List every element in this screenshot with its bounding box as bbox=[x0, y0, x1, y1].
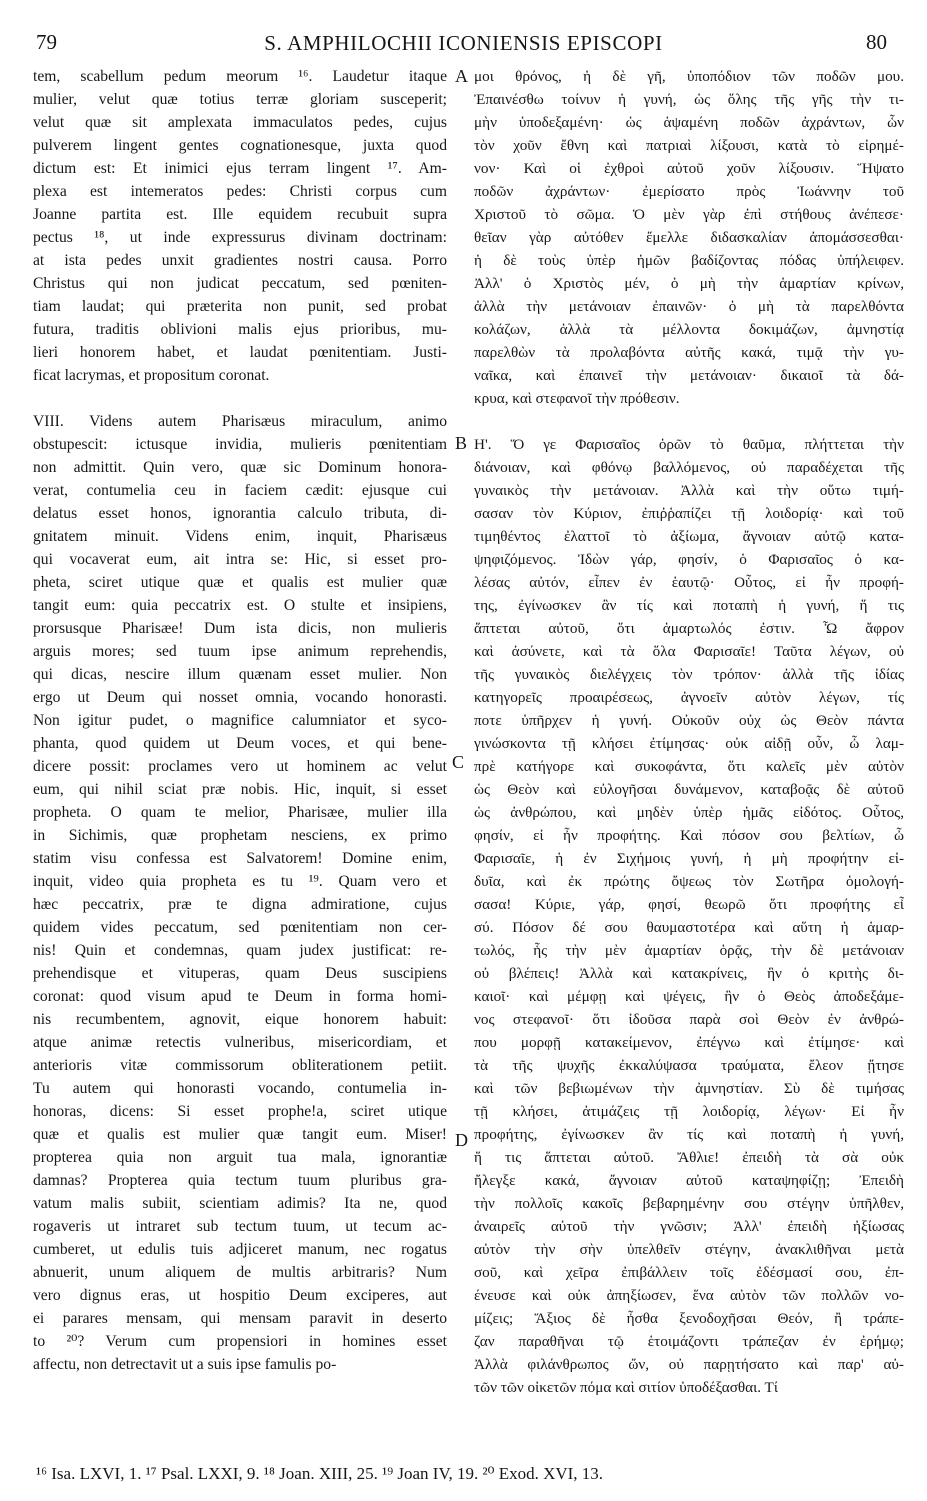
latin-text-line: velut quæ sit amplexata immaculatos pedes, cujus bbox=[33, 114, 447, 131]
greek-text-line: ὡς Θεὸν καὶ εὐλογῆσαι δυνάμενον, καταβοᾷς δὲ αὐτοῦ bbox=[474, 781, 904, 798]
greek-text-line: Ἀλλὰ φιλάνθρωπος ὤν, οὐ παρῃτήσατο καὶ παρ' αὐ- bbox=[474, 1356, 904, 1373]
latin-text-line: ei parares mensam, qui mensam paravit in deserto bbox=[33, 1310, 447, 1327]
latin-column bbox=[33, 65, 447, 1455]
greek-text-line: κολάζων, ἀλλὰ τὰ μέλλοντα δοκιμάζων, ἀμνηστίᾳ bbox=[474, 321, 904, 338]
latin-text-line: lieri honorem habet, et laudat pœnitentiam. Justi- bbox=[33, 344, 447, 361]
greek-text-line: ναῖκα, καὶ ἐπαινεῖ τὴν μετάνοιαν· δικαιοῖ τὰ δά- bbox=[474, 367, 904, 384]
greek-text-line: μὴν ὑποδεξαμένη· ὡς ἁψαμένη ποδῶν ἀχράντων, ὧν bbox=[474, 114, 904, 131]
latin-text-line: statim visu confessa est Salvatorem! Domine enim, bbox=[33, 850, 447, 867]
greek-text-line: ἡ δὲ τοὺς ὑπὲρ ἡμῶν βαδίζοντας πόδας ὑπήλειφεν. bbox=[474, 252, 904, 269]
latin-text-line: affectu, non detrectavit ut a suis ipse famulis po- bbox=[33, 1356, 337, 1373]
greek-column bbox=[474, 65, 904, 1455]
greek-paragraph-gap bbox=[474, 410, 904, 433]
latin-text-line: pulverem lingent gentes cognationesque, juxta quod bbox=[33, 137, 447, 154]
latin-text-line: rogaveris ut intraret sub tectum tuum, ut tecum ac- bbox=[33, 1218, 447, 1235]
page-number-right: 80 bbox=[866, 30, 887, 54]
greek-text-line: τῇ κλήσει, ἀτιμάζεις τῇ λοιδορίᾳ, λέγων· Εἰ ἦν bbox=[474, 1103, 904, 1120]
latin-text-line: propheta. O quam te melior, Pharisæe, mulier illa bbox=[33, 804, 447, 821]
latin-text-line: gnitatem minuit. Videns enim, inquit, Pharisæus bbox=[33, 528, 447, 545]
greek-text-line: ψηφιζόμενος. Ἰδὼν γάρ, φησίν, ὁ Φαρισαῖος ὁ κα- bbox=[474, 551, 904, 568]
latin-text-line: ficat lacrymas, et propositum coronat. bbox=[33, 367, 270, 384]
latin-text-line: atque animæ retectis vulneribus, misericordiam, et bbox=[33, 1034, 447, 1051]
latin-text-line: in Sichimis, quæ prophetam nesciens, ex primo bbox=[33, 827, 447, 844]
greek-text-line: θεῖαν γὰρ αὐτόθεν ἔμελλε διδασκαλίαν ἀπομάσσεσθαι· bbox=[474, 229, 904, 246]
greek-text-line: λέσας αὐτόν, εἶπεν ἐν ἑαυτῷ· Οὗτος, εἰ ἦν προφή- bbox=[474, 574, 904, 591]
greek-text-line: τῆς γυναικὸς διελέγχεις τὸν τρόπον· ἀλλὰ τῆς ἰδίας bbox=[474, 666, 904, 683]
latin-text-line: Tu autem qui honorasti vocando, contumelia in- bbox=[33, 1080, 447, 1097]
greek-text-line: Φαρισαῖε, ἡ ἐν Σιχήμοις γυνή, ἡ μὴ προφήτην εἰ- bbox=[474, 850, 904, 867]
greek-text-line: τὴν πολλοῖς κακοῖς βεβαρημένην σου στέγην ὑπῆλθεν, bbox=[474, 1195, 904, 1212]
latin-text-line: qui vocaverat eum, ait intra se: Hic, si esset pro- bbox=[33, 551, 447, 568]
greek-text-line: διάνοιαν, καὶ φθόνῳ βαλλόμενος, οὐ παραδέχεται τῆς bbox=[474, 459, 904, 476]
greek-text-line: κρυα, καὶ στεφανοῖ τὴν πρόθεσιν. bbox=[474, 390, 680, 407]
latin-text-line: inquit, video quia propheta es tu ¹⁹. Quam vero et bbox=[33, 873, 447, 890]
latin-text-line: abnuerit, unum aliquem de multis arbitraris? Num bbox=[33, 1264, 447, 1281]
latin-text-line: anterioris vitæ commissorum obliterationem petiit. bbox=[33, 1057, 447, 1074]
latin-text-line: dicere possit: proclames vero ut hominem ac velut bbox=[33, 758, 447, 775]
latin-text-line: mulier, velut quæ totius terræ gloriam susceperit; bbox=[33, 91, 447, 108]
latin-text-line: quæ et qualis est mulier quæ tangit eum. Miser! bbox=[33, 1126, 447, 1143]
latin-text-line: tiam laudat; qui præterita non punit, sed probat bbox=[33, 298, 447, 315]
latin-text-line: vero dignus eras, ut hospitio Deum exciperes, aut bbox=[33, 1287, 447, 1304]
greek-text-line: νον· Καὶ οἱ ἐχθροὶ αὐτοῦ χοῦν λίξουσιν. Ἥψατο bbox=[474, 160, 904, 177]
latin-paragraph-gap bbox=[33, 387, 447, 410]
greek-text-line: ἀναιρεῖς αὐτοῦ τὴν γνῶσιν; Ἀλλ' ἐπειδὴ ἠξίωσας bbox=[474, 1218, 904, 1235]
greek-text-line: Ἐπαινέσθω τοίνυν ἡ γυνή, ὡς ὅλης τῆς γῆς τὴν τι- bbox=[474, 91, 904, 108]
running-title: S. AMPHILOCHII ICONIENSIS EPISCOPI bbox=[264, 31, 663, 55]
footnotes: ¹⁶ Isa. LXVI, 1. ¹⁷ Psal. LXXI, 9. ¹⁸ Joan. XIII, 25. ¹⁹ Joan IV, 19. ²⁰ Exod. XVI, 13. bbox=[36, 1464, 604, 1483]
latin-text-line: verat, contumelia ceu in faciem cædit: ejusque cui bbox=[33, 482, 447, 499]
latin-text-line: cumberet, ut edulis tuis adjiceret manum, nec rogatus bbox=[33, 1241, 447, 1258]
greek-text-line: ὡς ἀνθρώπου, καὶ μηδὲν ὑπὲρ ἡμᾶς εἰδότος. Οὗτος, bbox=[474, 804, 904, 821]
margin-letter-b: B bbox=[455, 433, 468, 453]
greek-text-line: φησίν, εἰ ἦν προφήτης. Καὶ πόσον σου βελτίων, ὦ bbox=[474, 827, 904, 844]
greek-text-line: σύ. Πόσον δέ σου θαυμαστοτέρα καὶ αὕτη ἡ ἁμαρ- bbox=[474, 919, 904, 936]
page-number-left: 79 bbox=[36, 30, 57, 54]
latin-text-line: nis! Quin et condemnas, quam judex justificat: re- bbox=[33, 942, 447, 959]
greek-text-line: οὐ βλέπεις! Ἀλλὰ καὶ κατακρίνεις, ἣν ὁ κριτὴς δι- bbox=[474, 965, 904, 982]
greek-text-line: καὶ τῶν βεβιωμένων τὴν ἀμνηστίαν. Σὺ δὲ τιμήσας bbox=[474, 1080, 904, 1097]
greek-text-line: της, ἐγίνωσκεν ἂν τίς καὶ ποταπὴ ἡ γυνή, ἥ τις bbox=[474, 597, 904, 614]
greek-text-line: τωλός, ἧς τὴν μὲν ἁμαρτίαν ὁρᾷς, τὴν δὲ μετάνοιαν bbox=[474, 942, 904, 959]
latin-text-line: ergo ut Deum qui nosset omnia, vocando honorasti. bbox=[33, 689, 447, 706]
greek-text-line: μίζεις; Ἄξιος δὲ ἦσθα ξενοδοχῆσαι Θεόν, ἢ τράπε- bbox=[474, 1310, 904, 1327]
greek-text-line: προφήτης, ἐγίνωσκεν ἂν τίς καὶ ποταπὴ ἡ γυνή, bbox=[474, 1126, 904, 1143]
latin-text-line: tangit eum: quia peccatrix est. O stulte et insipiens, bbox=[33, 597, 447, 614]
latin-text-line: arguis mores; sed tuum ipse animum reprehendis, bbox=[33, 643, 447, 660]
greek-text-line: τὸν χοῦν ἔθνη καὶ πατριαὶ λίξουσι, κατὰ τὸ εἰρημέ- bbox=[474, 137, 904, 154]
latin-text-line: pectus ¹⁸, ut inde expressurus divinam doctrinam: bbox=[33, 229, 447, 246]
greek-text-line: ζαν παραθῆναι τῷ ἑτοιμάζοντι τράπεζαν ἐν ἐρήμῳ; bbox=[474, 1333, 904, 1350]
latin-text-line: Christus qui non judicat peccatum, sed pœniten- bbox=[33, 275, 447, 292]
latin-text-line: delatus esset honos, ignorantia calculo tributa, di- bbox=[33, 505, 447, 522]
greek-text-line: σασαν τὸν Κύριον, ἐπιῤῥαπίζει τῇ λοιδορίᾳ· καὶ τοῦ bbox=[474, 505, 904, 522]
greek-text-line: γυναικὸς τὴν μετάνοιαν. Ἀλλὰ καὶ τὴν οὕτω τιμή- bbox=[474, 482, 904, 499]
latin-text-line: VIII. Videns autem Pharisæus miraculum, animo bbox=[33, 413, 447, 430]
greek-text-line: αὐτὸν τὴν σὴν ὑπελθεῖν στέγην, ἀνακλιθῆναι μετὰ bbox=[474, 1241, 904, 1258]
greek-text-line: Η'. Ὅ γε Φαρισαῖος ὁρῶν τὸ θαῦμα, πλήττεται τὴν bbox=[474, 436, 904, 453]
latin-text-line: futura, traditis oblivioni malis ejus prioribus, mu- bbox=[33, 321, 447, 338]
greek-text-line: ένευσε καὶ οὐκ ἀπηξίωσεν, ἕνα αὐτὸν τῶν πολλῶν νο- bbox=[474, 1287, 904, 1304]
margin-letter-c: C bbox=[452, 752, 465, 772]
latin-text-line: to ²⁰? Verum cum propensiori in homines esset bbox=[33, 1333, 447, 1350]
greek-text-line: Ἀλλ' ὁ Χριστὸς μέν, ὁ μὴ τὴν ἁμαρτίαν κρίνων, bbox=[474, 275, 904, 292]
latin-text-line: coronat: quod visum apud te Deum in forma homi- bbox=[33, 988, 447, 1005]
latin-text-line: tem, scabellum pedum meorum ¹⁶. Laudetur itaque bbox=[33, 68, 447, 85]
margin-letter-d: D bbox=[455, 1130, 468, 1150]
latin-text-line: non admittit. Quin vero, quæ sic Dominum honora- bbox=[33, 459, 447, 476]
latin-text-line: propterea quia non arguit tua mala, ignorantiæ bbox=[33, 1149, 447, 1166]
latin-text-line: vatum malis subiit, scientiam adimis? Ita ne, quod bbox=[33, 1195, 447, 1212]
greek-text-line: παρελθὼν τὰ προλαβόντα αὐτῆς κακά, τιμᾷ τὴν γυ- bbox=[474, 344, 904, 361]
greek-text-line: τὰ τῆς ψυχῆς ἐκκαλύψασα τραύματα, ἔλεον ᾔτησε bbox=[474, 1057, 904, 1074]
greek-text-line: ἥ τις ἅπτεται αὐτοῦ. Ἄθλιε! ἐπειδὴ τὰ σὰ οὐκ bbox=[474, 1149, 904, 1166]
greek-text-line: που μορφῇ κατακείμενον, ἐπέγνω καὶ ἐτίμησε· καὶ bbox=[474, 1034, 904, 1051]
latin-text-line: Joanne partita est. Ille equidem recubuit supra bbox=[33, 206, 447, 223]
greek-text-line: ποτε ὑπῆρχεν ἡ γυνή. Οὐκοῦν οὐχ ὡς Θεὸν πάντα bbox=[474, 712, 904, 729]
greek-text-line: νος στεφανοῖ· ὅτι ἰδοῦσα παρὰ σοὶ Θεὸν ἐν ἀνθρώ- bbox=[474, 1011, 904, 1028]
margin-letter-a: A bbox=[455, 66, 468, 86]
greek-text-line: ἤλεγξε κακά, ἄγνοιαν αὐτοῦ καταψηφίζῃ; Ἐπειδὴ bbox=[474, 1172, 904, 1189]
greek-text-line: σασα! Κύριε, γάρ, φησί, θεωρῶ ὅτι προφήτης εἶ bbox=[474, 896, 904, 913]
latin-text-line: honoras, dicens: Si esset prophe!a, sciret utique bbox=[33, 1103, 447, 1120]
greek-text-line: σοῦ, καὶ χεῖρα ἐπιβάλλειν τοῖς ἐδέσμασί σου, ἐπ- bbox=[474, 1264, 904, 1281]
latin-text-line: qui dicas, nescire illum quænam esset mulier. Non bbox=[33, 666, 447, 683]
latin-text-line: Non igitur pudet, o magnifice calumniator et syco- bbox=[33, 712, 447, 729]
greek-text-line: καιοῖ· καὶ μέμφῃ καὶ ψέγεις, ἣν ὁ Θεὸς ἀποδεξάμε- bbox=[474, 988, 904, 1005]
latin-text-line: eum, qui nihil sciat præ nobis. Hic, inquit, si esset bbox=[33, 781, 447, 798]
latin-text-line: prorsusque Pharisæe! Dum ista dicis, non mulieris bbox=[33, 620, 447, 637]
greek-text-line: ἅπτεται αὐτοῦ, ὅτι ἁμαρτωλός ἐστιν. Ὦ ἄφρον bbox=[474, 620, 904, 637]
latin-text-line: nis recumbentem, agnovit, eique honorem habuit: bbox=[33, 1011, 447, 1028]
latin-text-line: obstupescit: ictusque invidia, mulieris pœnitentiam bbox=[33, 436, 447, 453]
greek-text-line: γινώσκοντα τῇ κλήσει ἐτίμησας· οὐκ αἰδῇ οὖν, ὦ λαμ- bbox=[474, 735, 904, 752]
latin-text-line: dictum est: Et inimici ejus terram lingent ¹⁷. Am- bbox=[33, 160, 447, 177]
greek-text-line: τῶν τῶν οἰκετῶν πόμα καὶ σιτίον ὑποδέξασθαι. Τί bbox=[474, 1379, 778, 1396]
greek-text-line: μοι θρόνος, ἡ δὲ γῆ, ὑποπόδιον τῶν ποδῶν μου. bbox=[474, 68, 904, 85]
greek-text-line: πρὲ κατήγορε καὶ συκοφάντα, ὅτι καλεῖς μὲν αὐτὸν bbox=[474, 758, 904, 775]
latin-text-line: phanta, quod quidem ut Deum voces, et qui bene- bbox=[33, 735, 447, 752]
greek-text-line: ἀλλὰ τὴν μετάνοιαν ἐπαινῶν· ὁ μὴ τὰ παρελθόντα bbox=[474, 298, 904, 315]
latin-text-line: quidem vides peccatum, sed pœnitentiam non cer- bbox=[33, 919, 447, 936]
latin-text-line: damnas? Propterea quia tectum tuum pluribus gra- bbox=[33, 1172, 447, 1189]
latin-text-line: at ista pedes unxit gradientes nostri causa. Porro bbox=[33, 252, 447, 269]
latin-text-line: pheta, sciret utique quæ et qualis est mulier quæ bbox=[33, 574, 447, 591]
greek-text-line: καὶ ἀσύνετε, καὶ τὰ ὅλα Φαρισαῖε! Ταῦτα λέγων, οὐ bbox=[474, 643, 904, 660]
greek-text-line: τιμηθέντος ἐλαττοῖ τὸ ἀξίωμα, ἄγνοιαν αὐτῷ κατα- bbox=[474, 528, 904, 545]
greek-text-line: κατηγορεῖς προαιρέσεως, ἀγνοεῖν αὐτὸν λέγων, τίς bbox=[474, 689, 904, 706]
latin-text-line: plexa est intemeratos pedes: Christi corpus cum bbox=[33, 183, 447, 200]
greek-text-line: Χριστοῦ τὸ σῶμα. Ὁ μὲν γὰρ ἐπὶ στήθους ἀνέπεσε· bbox=[474, 206, 904, 223]
latin-text-line: hæc peccatrix, præ te digna admiratione, cujus bbox=[33, 896, 447, 913]
greek-text-line: ποδῶν ἀχράντων· ἐμερίσατο πρὸς Ἰωάννην τοῦ bbox=[474, 183, 904, 200]
latin-text-line: prehendisque et vituperas, quam Deus suscipiens bbox=[33, 965, 447, 982]
greek-text-line: δυῖα, καὶ ἐκ πρώτης ὄψεως τὸν Σωτῆρα ὁμολογή- bbox=[474, 873, 904, 890]
